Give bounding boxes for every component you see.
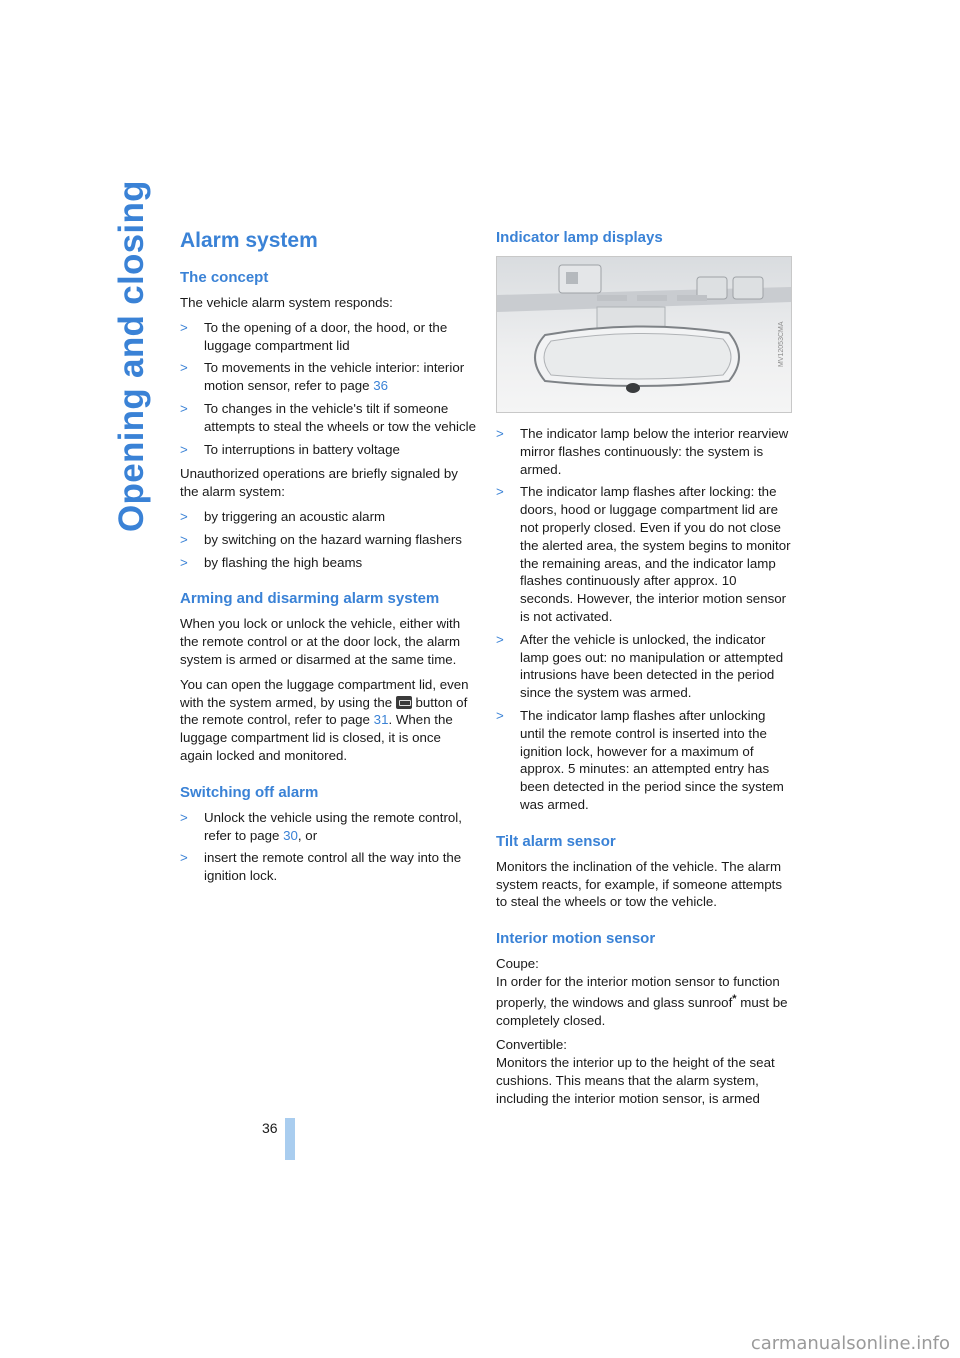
convertible-text: Convertible: Monitors the interior up to the height of the seat cushions. This means that the alarm system, including the interior motion sensor, is armed xyxy=(496,1037,775,1106)
image-code: MV12053CMA xyxy=(778,321,785,367)
luggage-button-icon xyxy=(396,696,412,709)
page-number: 36 xyxy=(262,1120,278,1136)
page-link[interactable]: 30 xyxy=(283,827,298,843)
section-title: Alarm system xyxy=(180,229,318,252)
coupe-text: Coupe: In order for the interior motion sensor to function properly, the windows and glass sunroof* must be completely closed. xyxy=(496,956,788,1028)
arming-heading: Arming and disarming alarm system xyxy=(180,590,440,608)
list-item: > After the vehicle is unlocked, the indicator lamp goes out: no manipulation or attempted intrusions have been detected in the period since the system was armed. xyxy=(496,631,784,701)
list-item: > by switching on the hazard warning flashers xyxy=(180,531,462,547)
page-number-bar xyxy=(285,1118,295,1160)
switching-off-list xyxy=(180,809,476,885)
list-item: > insert the remote control all the way into the ignition lock. xyxy=(180,850,462,884)
rearview-mirror-image xyxy=(496,256,792,413)
unauthorized-text: Unauthorized operations are briefly signaled by the alarm system: xyxy=(180,466,458,500)
right-column xyxy=(496,228,792,1115)
luggage-text: You can open the luggage compartment lid, even with the system armed, by using the button of the remote control, refer to page 31. When the luggage compartment lid is closed, it is once again locked and monitored. xyxy=(180,676,469,763)
switching-off-heading: Switching off alarm xyxy=(180,783,319,801)
list-item: > The indicator lamp flashes after locking: the doors, hood or luggage compartment lid are not properly closed. Even if you do not close the alerted area, the system begins to monitor the remaining areas, and the indicator lamp flashes continuously after approx. 10 seconds. However, the interior motion sensor is not activated. xyxy=(496,484,791,624)
list-item: > The indicator lamp below the interior rearview mirror flashes continuously: the system is armed. xyxy=(496,426,789,477)
list-item: > To changes in the vehicle's tilt if someone attempts to steal the wheels or tow the vehicle xyxy=(180,400,476,434)
list-item: > To interruptions in battery voltage xyxy=(180,441,400,457)
concept-intro: The vehicle alarm system responds: xyxy=(180,295,393,310)
side-chapter-title: Opening and closing xyxy=(112,180,151,532)
tilt-heading: Tilt alarm sensor xyxy=(496,832,616,850)
arming-text: When you lock or unlock the vehicle, either with the remote control or at the door lock, the alarm system is armed or disarmed at the same time. xyxy=(180,616,461,667)
indicator-heading: Indicator lamp displays xyxy=(496,229,663,246)
page-link[interactable]: 31 xyxy=(373,712,389,728)
indicator-list xyxy=(496,425,792,814)
concept-list xyxy=(180,319,476,459)
list-item: > Unlock the vehicle using the remote control, refer to page 30, or xyxy=(180,809,462,843)
page-link[interactable]: 36 xyxy=(373,378,389,394)
list-item: > To the opening of a door, the hood, or the luggage compartment lid xyxy=(180,319,448,353)
tilt-text: Monitors the inclination of the vehicle. The alarm system reacts, for example, if someone attempts to steal the wheels or tow the vehicle. xyxy=(496,858,782,910)
concept-heading: The concept xyxy=(180,269,269,286)
interior-heading: Interior motion sensor xyxy=(496,930,656,948)
left-column xyxy=(180,228,476,892)
list-item: > by flashing the high beams xyxy=(180,554,363,570)
optional-equipment-star: * xyxy=(732,992,737,1005)
list-item: > To movements in the vehicle interior: interior motion sensor, refer to page 36 xyxy=(180,360,465,394)
list-item: > The indicator lamp flashes after unlocking until the remote control is inserted into the ignition lock, however for a maximum of approx. 5 minutes: an attempted entry has been detected in the period since the system was armed. xyxy=(496,707,784,812)
mirror-illustration xyxy=(497,257,791,412)
list-item: > by triggering an acoustic alarm xyxy=(180,508,386,524)
footer-watermark: carmanualsonline.info xyxy=(750,1333,950,1354)
signals-list xyxy=(180,508,476,571)
